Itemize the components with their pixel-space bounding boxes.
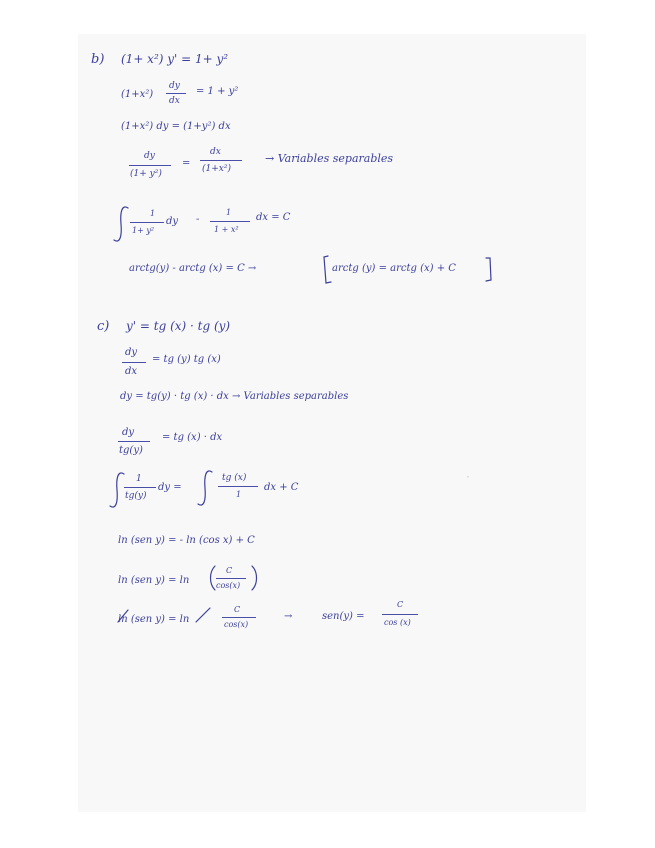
section-c-ln-line2-den: cos(x) bbox=[216, 581, 241, 590]
section-c-equation: y' = tg (x) · tg (y) bbox=[126, 319, 231, 333]
section-b-step3-num-right: dx bbox=[210, 147, 221, 157]
section-c-ln-line2-num: C bbox=[226, 566, 233, 575]
strike-through bbox=[118, 610, 128, 622]
section-b-int-num2: 1 bbox=[226, 208, 232, 217]
section-b-step1-right: = 1 + y² bbox=[196, 86, 239, 97]
section-c-label: c) bbox=[97, 319, 110, 334]
right-paren bbox=[252, 566, 257, 590]
left-bracket bbox=[324, 256, 331, 283]
section-c-final-den: cos (x) bbox=[384, 618, 411, 627]
section-c-step3-right: = tg (x) · dx bbox=[162, 432, 223, 443]
section-b-step1-num: dy bbox=[169, 81, 180, 91]
bleed-through-mark: · bbox=[466, 470, 470, 484]
section-b-step3-den-right: (1+x²) bbox=[202, 164, 231, 174]
section-b-step3-num-left: dy bbox=[144, 151, 155, 161]
section-b-step3-den-left: (1+ y²) bbox=[130, 169, 162, 179]
integral-sign bbox=[114, 207, 128, 241]
section-c-step1-den: dx bbox=[125, 366, 138, 377]
section-b-label: b) bbox=[91, 52, 105, 67]
section-c-final-num: C bbox=[397, 600, 404, 609]
section-b-separable-note: → Variables separables bbox=[265, 152, 394, 165]
section-b-result-boxed: arctg (y) = arctg (x) + C bbox=[332, 263, 456, 274]
section-c-step3-num: dy bbox=[122, 427, 135, 438]
strike-through bbox=[196, 608, 210, 622]
section-b-int-dy: dy bbox=[166, 216, 179, 227]
section-c-ln-line3-left: ln (sen y) = ln bbox=[118, 614, 190, 625]
section-c-step3-den: tg(y) bbox=[119, 445, 143, 456]
section-c-ln-line3-den: cos(x) bbox=[224, 620, 249, 629]
section-c-ln-line1: ln (sen y) = - ln (cos x) + C bbox=[118, 535, 255, 546]
section-c-final-left: sen(y) = bbox=[322, 611, 365, 622]
section-c-int-dy: dy = bbox=[158, 482, 182, 493]
section-c-ln-line3-num: C bbox=[234, 605, 241, 614]
section-b-int-num1: 1 bbox=[150, 209, 156, 218]
section-b-int-den2: 1 + x² bbox=[214, 225, 239, 234]
section-b-int-tail: dx = C bbox=[256, 212, 291, 223]
section-c-step1-right: = tg (y) tg (x) bbox=[152, 354, 221, 365]
section-b-int-minus: - bbox=[196, 214, 200, 225]
section-b-step1-den: dx bbox=[169, 96, 180, 106]
integral-sign bbox=[110, 473, 124, 507]
section-b-step3-eq: = bbox=[182, 158, 191, 169]
section-c-ln-line3-arrow: → bbox=[284, 611, 293, 622]
section-b-step2: (1+x²) dy = (1+y²) dx bbox=[121, 121, 231, 132]
section-c-int-num2: tg (x) bbox=[222, 473, 247, 483]
section-c-int-tail: dx + C bbox=[264, 482, 299, 493]
section-c-int-den2: 1 bbox=[236, 490, 242, 499]
left-paren bbox=[211, 566, 216, 590]
section-b-equation: (1+ x²) y' = 1+ y² bbox=[121, 52, 229, 66]
section-b-int-den1: 1+ y² bbox=[132, 226, 155, 235]
section-c-step1-num: dy bbox=[125, 347, 138, 358]
right-bracket bbox=[486, 258, 491, 281]
section-c-step2: dy = tg(y) · tg (x) · dx → Variables separables bbox=[120, 391, 349, 402]
section-b-step1-left: (1+x²) bbox=[121, 89, 154, 100]
section-b-result-line: arctg(y) - arctg (x) = C → bbox=[129, 263, 257, 274]
integral-sign bbox=[198, 471, 212, 505]
section-c-ln-line2-left: ln (sen y) = ln bbox=[118, 575, 190, 586]
section-c-int-den1: tg(y) bbox=[125, 491, 147, 501]
section-c-int-num1: 1 bbox=[136, 474, 142, 484]
